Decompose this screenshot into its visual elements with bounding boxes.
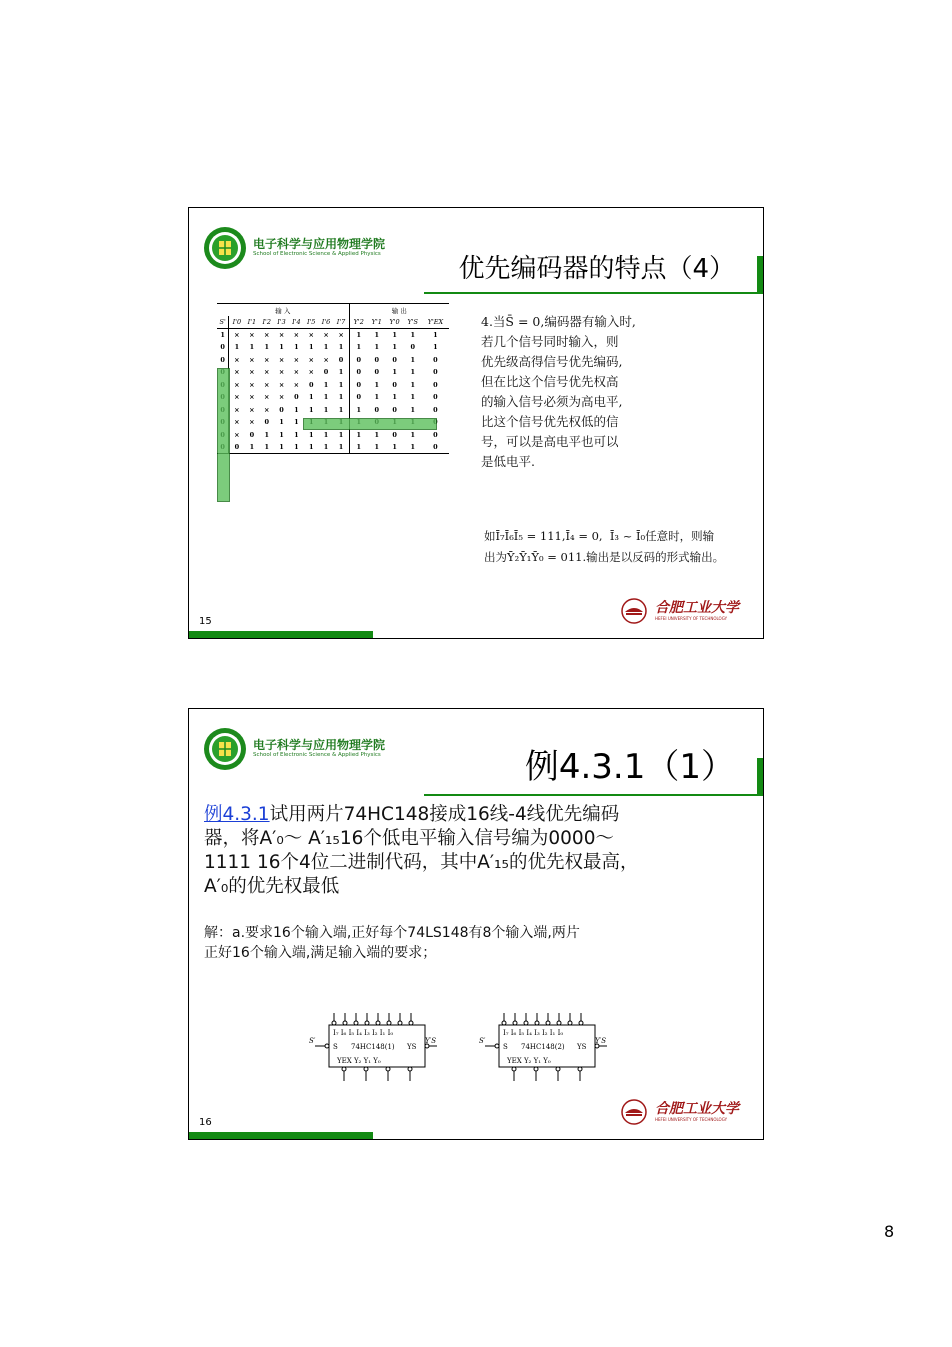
column-header: I'5 (304, 316, 319, 329)
paragraph-line: 若几个信号同时输入，则 (481, 334, 619, 349)
table-cell: 1 (392, 393, 397, 402)
table-cell: × (264, 405, 270, 414)
table-cell: × (234, 418, 240, 427)
table-cell: 1 (323, 343, 329, 352)
table-cell: 0 (229, 441, 245, 454)
table-cell: × (264, 355, 270, 364)
table-cell: × (323, 355, 329, 364)
table-cell: 1 (294, 343, 299, 352)
table-cell: 1 (356, 343, 362, 352)
table-cell: 0 (264, 418, 269, 427)
table-cell: 0 (433, 405, 438, 414)
table-cell: 1 (374, 380, 380, 389)
table-cell: 1 (333, 391, 349, 404)
table-cell: × (264, 331, 270, 339)
table-cell: 1 (264, 343, 269, 352)
table-cell: 1 (333, 441, 349, 454)
chip-1-input-labels: I₇ I₆ I₅ I₄ I₃ I₂ I₁ I₀ (333, 1029, 394, 1037)
table-cell: 0 (356, 393, 362, 402)
chip-2-right-label: Y′S (595, 1037, 607, 1045)
table-cell: 1 (294, 430, 299, 439)
table-cell: 0 (410, 343, 415, 352)
table-cell: 1 (410, 393, 415, 402)
table-cell: 0 (356, 380, 362, 389)
table-cell: × (278, 393, 285, 402)
table-cell: 1 (323, 405, 329, 414)
table-cell: 1 (374, 343, 380, 352)
table-cell: × (234, 368, 240, 377)
school-name-cn: 电子科学与应用物理学院 (253, 738, 386, 752)
table-cell: × (249, 405, 255, 414)
paragraph-line: 优先级高得信号优先编码, (481, 354, 623, 369)
table-cell: 1 (404, 441, 422, 454)
table-cell: × (234, 405, 240, 414)
truth-table (217, 303, 449, 503)
chip-2-name: 74HC148(2) (521, 1043, 565, 1051)
highlight-example-row (303, 418, 437, 430)
table-cell: 0 (294, 393, 299, 402)
chip-1-left-label: S′ (309, 1037, 316, 1045)
table-cell: 1 (319, 441, 334, 454)
example-line-4: A′₀的优先权最低 (204, 876, 340, 897)
column-header: Y'1 (368, 316, 386, 329)
table-cell: 0 (217, 341, 229, 354)
title-accent-bar (757, 758, 763, 796)
table-cell: 0 (433, 355, 438, 364)
table-cell: 1 (433, 343, 438, 352)
university-seal-icon (621, 598, 647, 624)
table-cell: 1 (356, 331, 362, 339)
table-cell: × (264, 368, 270, 377)
table-cell: × (308, 355, 314, 364)
solution-text (204, 923, 749, 963)
column-header: Y'EX (422, 316, 449, 329)
table-cell: × (323, 331, 329, 339)
table-cell: × (234, 430, 240, 439)
table-cell: 1 (386, 441, 404, 454)
table-cell: 1 (374, 430, 380, 439)
university-name-en: HEFEI UNIVERSITY OF TECHNOLOGY (655, 1117, 728, 1122)
table-cell: 1 (410, 368, 415, 377)
chip-2-ys-pin: YS (577, 1043, 587, 1051)
note-line: 如Ī₇Ī₆Ī₅ = 111,Ī₄ = 0, Ī₃ ~ Ī₀任意时，则输 (484, 529, 715, 543)
chip-2-input-pins (502, 1013, 583, 1025)
table-cell: 0 (374, 405, 380, 414)
table-cell: 0 (422, 441, 449, 454)
table-cell: 1 (356, 430, 362, 439)
footer-bar (189, 1132, 373, 1139)
column-header: I'6 (319, 316, 334, 329)
table-cell: 1 (323, 380, 329, 389)
column-header: I'4 (289, 316, 304, 329)
table-cell: 1 (274, 441, 289, 454)
table-cell: 0 (392, 380, 397, 389)
table-cell: 1 (410, 355, 415, 364)
college-logo-icon (203, 226, 247, 270)
table-cell: × (293, 355, 300, 364)
paragraph-line: 的输入信号必须为高电平, (481, 394, 623, 409)
table-cell: × (249, 331, 255, 339)
university-name-cn: 合肥工业大学 (655, 1101, 739, 1117)
chip-1-ys-pin: YS (407, 1043, 417, 1051)
title-underline (424, 292, 757, 294)
paragraph-line: 比这个信号优先权低的信 (481, 414, 619, 429)
column-header: I'1 (244, 316, 259, 329)
title-accent-bar (757, 256, 763, 294)
table-row (217, 341, 449, 354)
table-cell: × (278, 355, 285, 364)
table-cell: 1 (392, 368, 397, 377)
table-cell: 0 (392, 405, 397, 414)
paragraph-line: 是低电平. (481, 454, 535, 469)
table-cell: 1 (259, 441, 274, 454)
table-cell: 0 (249, 430, 255, 439)
table-cell: × (278, 368, 285, 377)
table-cell: 1 (217, 329, 229, 342)
table-cell: 1 (333, 429, 349, 442)
table-cell: 1 (308, 343, 314, 352)
table-cell: 1 (333, 379, 349, 392)
table-cell: 1 (308, 405, 314, 414)
table-cell: 0 (279, 405, 284, 414)
column-header: Y'0 (386, 316, 404, 329)
chip-1-right-label: Y′S (425, 1037, 437, 1045)
university-name-cn: 合肥工业大学 (655, 600, 739, 616)
highlight-s-column (217, 368, 230, 502)
paragraph-line: 4.当S̄ = 0,编码器有输入时, (481, 314, 636, 329)
column-header: Y'S (404, 316, 422, 329)
table-cell: 1 (333, 366, 349, 379)
table-cell: 1 (294, 418, 299, 427)
chip-1-input-pins (332, 1013, 413, 1025)
example-statement (204, 803, 749, 899)
table-cell: 1 (333, 341, 349, 354)
encoder-chip-2-diagram (479, 1009, 611, 1087)
table-cell: × (234, 355, 240, 364)
table-cell: 0 (392, 355, 397, 364)
paragraph-line: 但在比这个信号优先权高 (481, 374, 619, 389)
table-cell: 1 (374, 331, 380, 339)
table-cell: 1 (289, 441, 304, 454)
table-cell: 1 (356, 405, 362, 414)
table-cell: 0 (217, 354, 229, 367)
table-cell: 1 (279, 418, 284, 427)
school-name-en: School of Electronic Science & Applied Physics (253, 752, 381, 758)
table-cell: 0 (433, 380, 438, 389)
table-row (217, 441, 449, 454)
table-row (217, 404, 449, 417)
table-cell: 1 (234, 343, 240, 352)
school-name-cn: 电子科学与应用物理学院 (253, 237, 386, 251)
table-cell: 1 (333, 404, 349, 417)
table-cell: 1 (323, 393, 329, 402)
table-cell: 1 (279, 430, 284, 439)
table-cell: × (234, 393, 240, 402)
table-cell: 0 (392, 430, 397, 439)
college-logo-icon (203, 727, 247, 771)
slide-15 (188, 207, 764, 639)
table-row (217, 354, 449, 367)
solution-line-2: 正好16个输入端,满足输入端的要求； (204, 945, 437, 961)
column-header: I'3 (274, 316, 289, 329)
slide-page-number: 15 (199, 616, 212, 627)
table-cell: 0 (356, 355, 362, 364)
table-cell: × (293, 380, 300, 389)
table-cell: × (278, 380, 285, 389)
university-logo (621, 1097, 751, 1127)
feature-paragraph (481, 312, 636, 472)
table-cell: 1 (374, 393, 380, 402)
chip-2-s-pin: S (503, 1043, 508, 1051)
example-line-3: 1111 16个4位二进制代码，其中A′₁₅的优先权最高， (204, 852, 639, 873)
chip-1-s-pin: S (333, 1043, 338, 1051)
table-cell: 1 (410, 430, 415, 439)
chip-2-left-label: S′ (479, 1037, 486, 1045)
column-header: S' (217, 316, 229, 329)
input-group-header: 输 入 (217, 304, 349, 317)
university-name-en: HEFEI UNIVERSITY OF TECHNOLOGY (655, 616, 728, 621)
table-cell: × (249, 355, 255, 364)
table-cell: 1 (323, 430, 329, 439)
document-page-number: 8 (884, 1222, 895, 1241)
table-cell: 1 (410, 331, 415, 339)
school-name-en: School of Electronic Science & Applied Physics (253, 251, 381, 257)
table-cell: 1 (392, 331, 397, 339)
title-underline (424, 794, 757, 796)
table-cell: 0 (356, 368, 362, 377)
column-header: I'2 (259, 316, 274, 329)
table-cell: × (264, 393, 270, 402)
table-cell: × (333, 329, 349, 342)
table-cell: 1 (308, 430, 314, 439)
table-row (217, 366, 449, 379)
table-cell: × (308, 331, 314, 339)
table-cell: × (249, 393, 255, 402)
table-cell: 1 (249, 343, 255, 352)
university-logo (621, 596, 751, 626)
table-cell: × (293, 368, 300, 377)
table-cell: 0 (433, 368, 438, 377)
table-cell: 0 (308, 380, 314, 389)
table-cell: 1 (244, 441, 259, 454)
table-cell: × (249, 380, 255, 389)
table-cell: × (249, 418, 255, 427)
table-row (217, 329, 449, 342)
table-cell: 1 (304, 441, 319, 454)
slide-page-number: 16 (199, 1117, 212, 1128)
table-cell: × (234, 331, 240, 339)
table-cell: × (278, 331, 285, 339)
table-row (217, 429, 449, 442)
table-cell: 0 (433, 393, 438, 402)
example-line-1: 例4.3.1试用两片74HC148接成16线-4线优先编码 (204, 804, 620, 825)
example-link[interactable]: 例4.3.1 (204, 804, 270, 825)
slide-title: 例4.3.1（1） (524, 747, 735, 787)
table-cell: 0 (323, 368, 329, 377)
table-cell: 0 (374, 368, 380, 377)
slide-title: 优先编码器的特点（4） (458, 254, 735, 284)
example-line-2: 器，将A′₀～ A′₁₅16个低电平输入信号编为0000～ (204, 828, 614, 849)
chip-1-output-labels: YEX Y₂ Y₁ Y₀ (337, 1057, 381, 1065)
university-seal-icon (621, 1099, 647, 1125)
table-cell: × (234, 380, 240, 389)
table-cell: 1 (294, 405, 299, 414)
table-row (217, 391, 449, 404)
table-cell: × (249, 368, 255, 377)
table-cell: × (264, 380, 270, 389)
column-header: I'7 (333, 316, 349, 329)
column-header: Y'2 (349, 316, 368, 329)
footer-bar (189, 631, 373, 638)
table-cell: 1 (433, 331, 438, 339)
paragraph-line: 号，可以是高电平也可以 (481, 434, 619, 449)
example-note (484, 526, 724, 568)
encoder-chip-1-diagram (309, 1009, 441, 1087)
column-header: I'0 (229, 316, 245, 329)
solution-line-1: 解：a.要求16个输入端,正好每个74LS148有8个输入端,两片 (204, 925, 580, 941)
note-line: 出为Ȳ₂Ȳ₁Ȳ₀ = 011.输出是以反码的形式输出。 (484, 550, 725, 564)
table-cell: × (293, 331, 300, 339)
table-cell: 0 (433, 430, 438, 439)
table-cell: 1 (264, 430, 269, 439)
table-cell: 1 (410, 380, 415, 389)
table-cell: 0 (333, 354, 349, 367)
table-cell: × (308, 368, 314, 377)
table-cell: 1 (368, 441, 386, 454)
chip-1-name: 74HC148(1) (351, 1043, 395, 1051)
table-cell: 0 (374, 355, 380, 364)
chip-2-output-labels: YEX Y₂ Y₁ Y₀ (507, 1057, 551, 1065)
table-cell: 1 (410, 405, 415, 414)
table-row (217, 379, 449, 392)
table-cell: 1 (392, 343, 397, 352)
table-cell: 1 (308, 393, 314, 402)
table-cell: 1 (349, 441, 368, 454)
slide-16 (188, 708, 764, 1140)
table-cell: 1 (279, 343, 284, 352)
chip-2-input-labels: I₇ I₆ I₅ I₄ I₃ I₂ I₁ I₀ (503, 1029, 564, 1037)
output-group-header: 输 出 (349, 304, 449, 317)
